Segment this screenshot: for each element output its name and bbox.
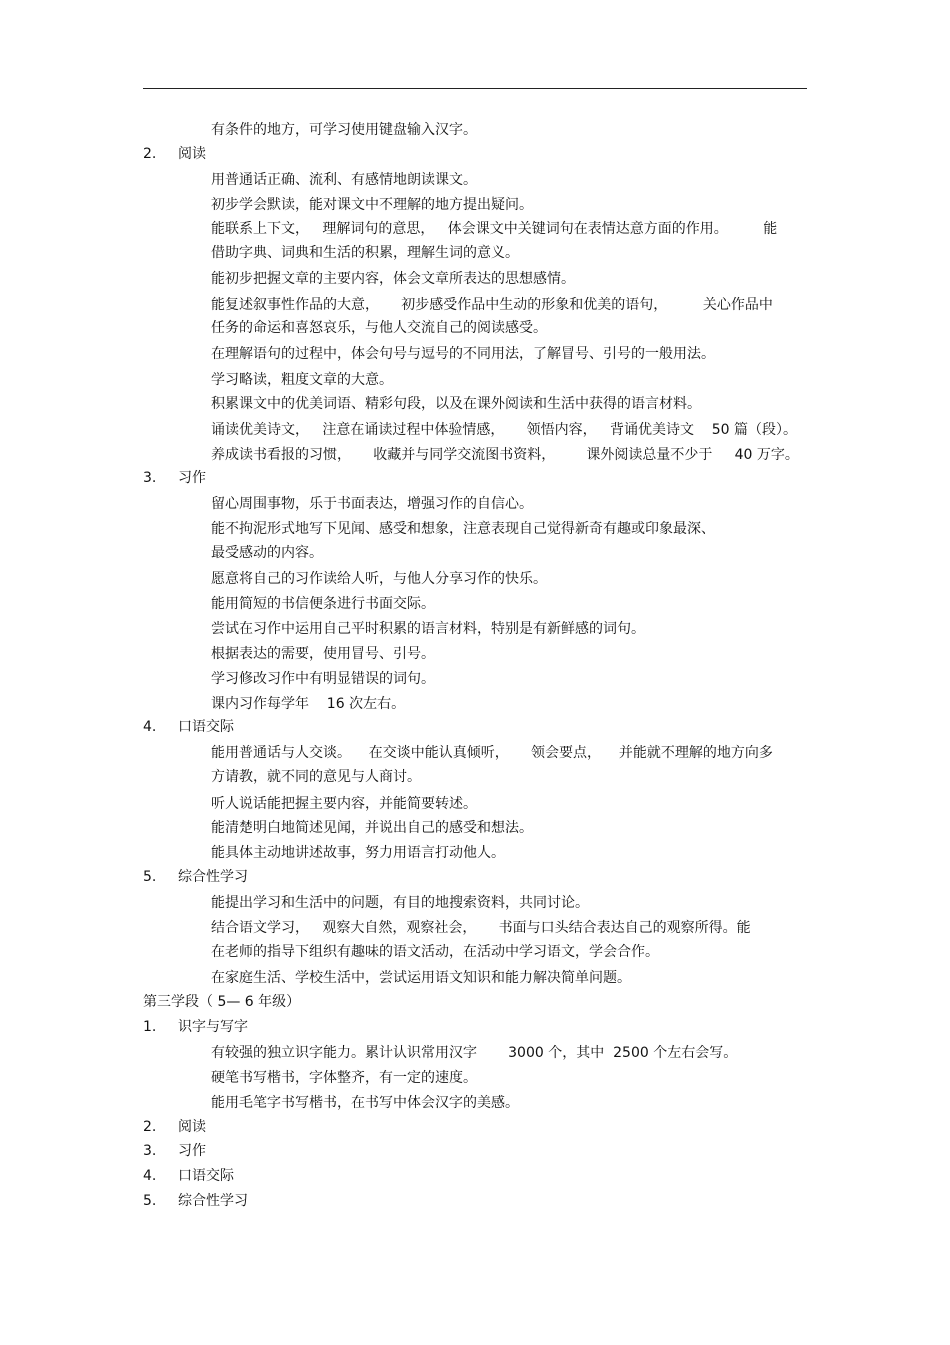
paragraph-line: 能用毛笔字书写楷书，在书写中体会汉字的美感。 xyxy=(211,1095,519,1111)
paragraph-line: 结合语文学习， 观察大自然，观察社会， 书面与口头结合表达自己的观察所得。能 xyxy=(211,920,751,936)
heading-number: 3. xyxy=(143,470,157,486)
paragraph-line: 有较强的独立识字能力。累计认识常用汉字 3000 个，其中 2500 个左右会写。 xyxy=(211,1045,738,1061)
paragraph-line: 能用普通话与人交谈。 在交谈中能认真倾听， 领会要点， 并能就不理解的地方向多 xyxy=(211,745,773,761)
section-heading xyxy=(143,470,206,486)
paragraph-line: 初步学会默读，能对课文中不理解的地方提出疑问。 xyxy=(211,197,533,213)
heading-number: 5. xyxy=(143,869,157,885)
heading-number: 2. xyxy=(143,146,157,162)
heading-label: 阅读 xyxy=(178,146,206,162)
heading-label: 综合性学习 xyxy=(178,1193,248,1209)
paragraph-line: 能不拘泥形式地写下见闻、感受和想象，注意表现自己觉得新奇有趣或印象最深、 xyxy=(211,521,715,537)
section-heading xyxy=(143,719,234,735)
heading-label: 综合性学习 xyxy=(178,869,248,885)
heading-number: 1. xyxy=(143,1019,157,1035)
stage-heading xyxy=(143,994,300,1010)
section-heading xyxy=(143,1019,248,1035)
paragraph-line: 根据表达的需要，使用冒号、引号。 xyxy=(211,646,435,662)
heading-label: 第三学段（ 5— 6 年级） xyxy=(143,994,301,1010)
heading-number: 3. xyxy=(143,1143,157,1159)
heading-label: 口语交际 xyxy=(178,1168,234,1184)
section-heading xyxy=(143,146,206,162)
paragraph-line: 在理解语句的过程中，体会句号与逗号的不同用法，了解冒号、引号的一般用法。 xyxy=(211,346,715,362)
paragraph-line: 课内习作每学年 16 次左右。 xyxy=(211,696,406,712)
section-heading xyxy=(143,1193,248,1209)
paragraph-line: 能用简短的书信便条进行书面交际。 xyxy=(211,596,435,612)
paragraph-line: 能清楚明白地简述见闻，并说出自己的感受和想法。 xyxy=(211,820,533,836)
heading-number: 5. xyxy=(143,1193,157,1209)
heading-label: 识字与写字 xyxy=(178,1019,248,1035)
section-heading xyxy=(143,1119,206,1135)
paragraph-line: 听人说话能把握主要内容，并能简要转述。 xyxy=(211,796,477,812)
paragraph-line: 借助字典、词典和生活的积累，理解生词的意义。 xyxy=(211,245,519,261)
paragraph-line: 诵读优美诗文， 注意在诵读过程中体验情感， 领悟内容， 背诵优美诗文 50 篇（段）。 xyxy=(211,422,798,438)
heading-label: 习作 xyxy=(178,1143,206,1159)
paragraph-line: 愿意将自己的习作读给人听，与他人分享习作的快乐。 xyxy=(211,571,547,587)
paragraph-line: 在家庭生活、学校生活中，尝试运用语文知识和能力解决简单问题。 xyxy=(211,970,631,986)
paragraph-line: 方请教，就不同的意见与人商讨。 xyxy=(211,769,421,785)
paragraph-line: 学习略读，粗度文章的大意。 xyxy=(211,372,393,388)
header-rule xyxy=(143,88,807,89)
heading-label: 口语交际 xyxy=(178,719,234,735)
heading-label: 阅读 xyxy=(178,1119,206,1135)
heading-number: 2. xyxy=(143,1119,157,1135)
paragraph-line: 能复述叙事性作品的大意， 初步感受作品中生动的形象和优美的语句， 关心作品中 xyxy=(211,297,773,313)
paragraph-line: 硬笔书写楷书，字体整齐，有一定的速度。 xyxy=(211,1070,477,1086)
section-heading xyxy=(143,1143,206,1159)
heading-number: 4. xyxy=(143,719,157,735)
paragraph-line: 有条件的地方，可学习使用键盘输入汉字。 xyxy=(211,122,477,138)
paragraph-line: 学习修改习作中有明显错误的词句。 xyxy=(211,671,435,687)
paragraph-line: 用普通话正确、流利、有感情地朗读课文。 xyxy=(211,172,477,188)
section-heading xyxy=(143,1168,234,1184)
section-heading xyxy=(143,869,248,885)
heading-label: 习作 xyxy=(178,470,206,486)
paragraph-line: 尝试在习作中运用自己平时积累的语言材料，特别是有新鲜感的词句。 xyxy=(211,621,645,637)
paragraph-line: 养成读书看报的习惯， 收藏并与同学交流图书资料， 课外阅读总量不少于 40 万字。 xyxy=(211,447,799,463)
paragraph-line: 能联系上下文， 理解词句的意思， 体会课文中关键词句在表情达意方面的作用。 能 xyxy=(211,221,778,237)
paragraph-line: 任务的命运和喜怒哀乐，与他人交流自己的阅读感受。 xyxy=(211,320,547,336)
paragraph-line: 能初步把握文章的主要内容，体会文章所表达的思想感情。 xyxy=(211,271,575,287)
paragraph-line: 留心周围事物，乐于书面表达，增强习作的自信心。 xyxy=(211,496,533,512)
paragraph-line: 能具体主动地讲述故事，努力用语言打动他人。 xyxy=(211,845,505,861)
paragraph-line: 在老师的指导下组织有趣味的语文活动，在活动中学习语文，学会合作。 xyxy=(211,944,659,960)
paragraph-line: 最受感动的内容。 xyxy=(211,545,323,561)
paragraph-line: 积累课文中的优美词语、精彩句段，以及在课外阅读和生活中获得的语言材料。 xyxy=(211,396,701,412)
heading-number: 4. xyxy=(143,1168,157,1184)
paragraph-line: 能提出学习和生活中的问题，有目的地搜索资料，共同讨论。 xyxy=(211,895,589,911)
